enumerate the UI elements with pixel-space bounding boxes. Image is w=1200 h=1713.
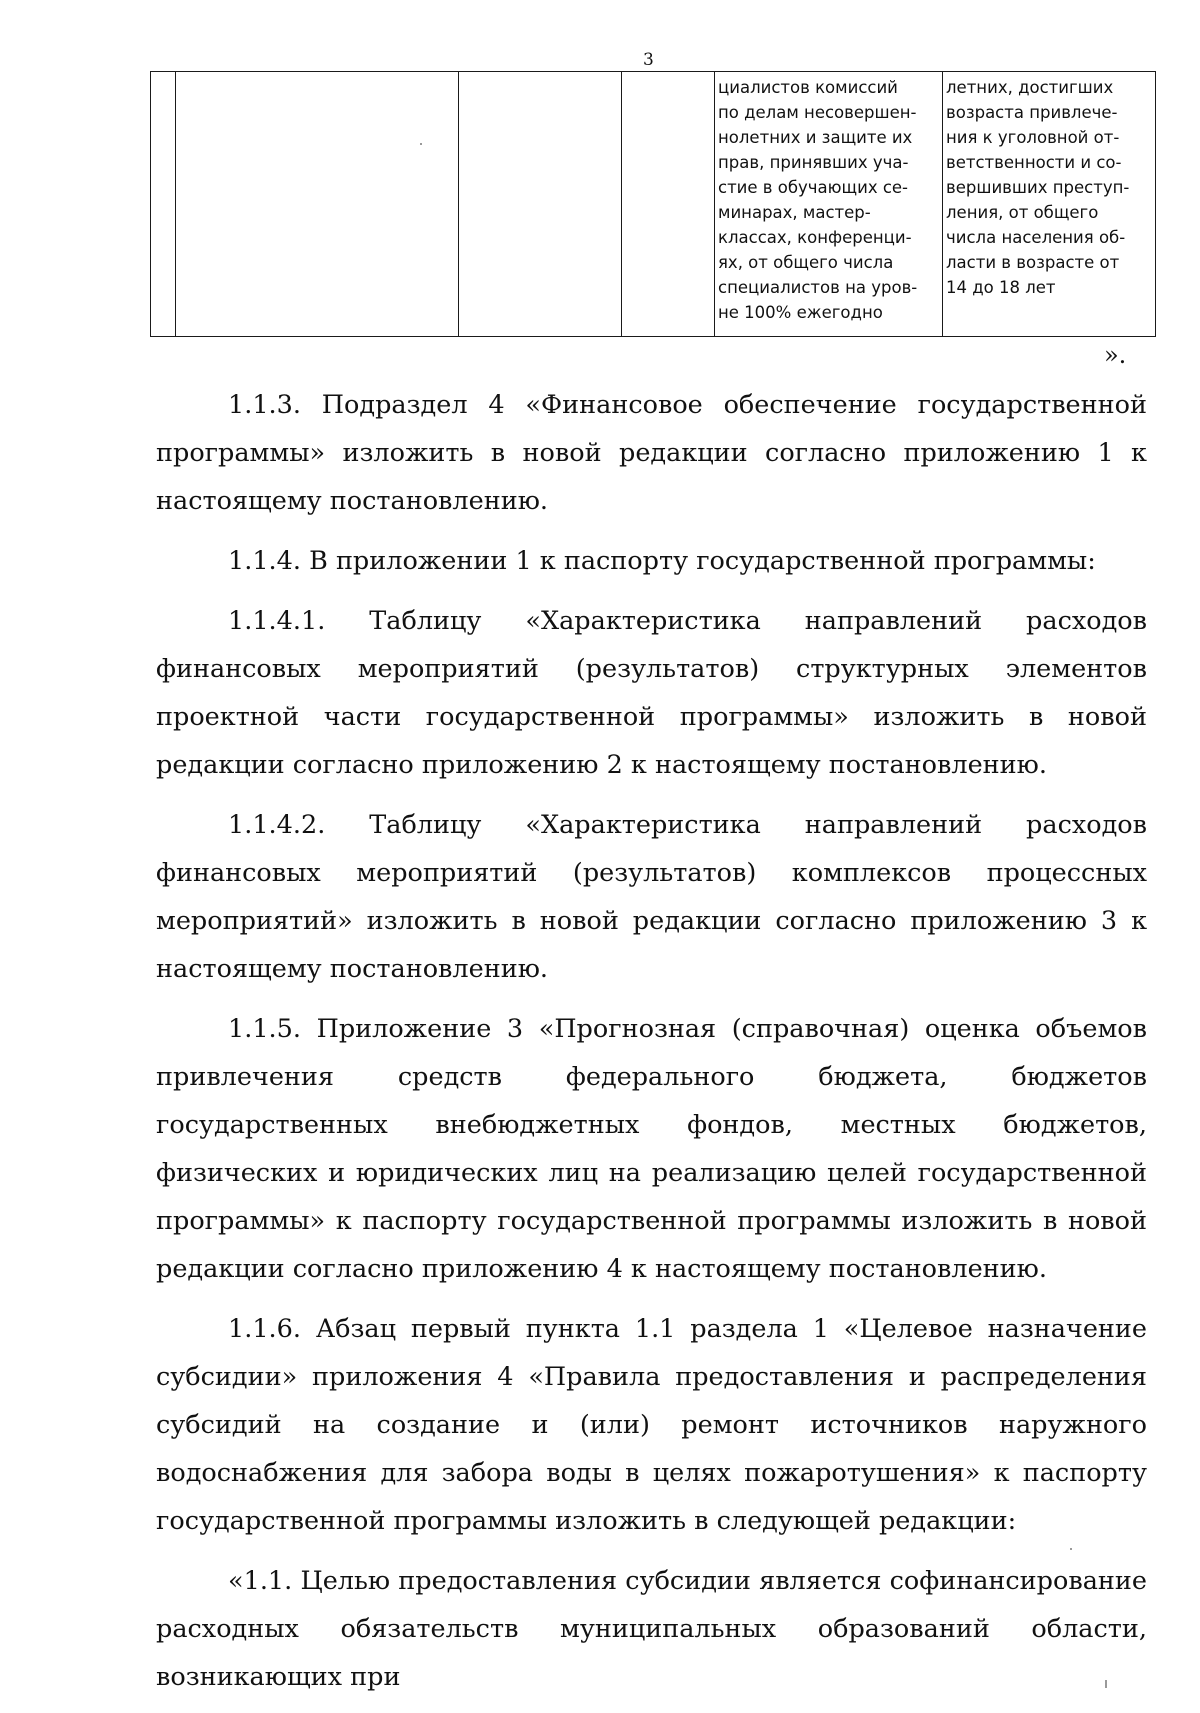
scan-speck: [1070, 1548, 1072, 1550]
table-cell-number: [151, 72, 176, 337]
scan-speck: [1105, 1680, 1107, 1688]
paragraph-1-1-4: 1.1.4. В приложении 1 к паспорту государственной программы:: [228, 546, 1096, 576]
indicators-table-fragment: [150, 71, 1156, 337]
indicator-text-2: летних, достигших возраста привлече- ния к уголовной от- ветственности и со- вершивших преступ- ления, от общего числа населения об- ласти в возрасте от 14 до 18 лет: [946, 78, 1130, 297]
document-body: [156, 381, 1147, 1713]
page-number: 3: [643, 50, 654, 70]
table-cell-indicator: [715, 72, 943, 337]
scan-speck: [420, 143, 422, 145]
paragraph-1-1-4-2: 1.1.4.2. Таблицу «Характеристика направлений расходов финансовых мероприятий (результатов) комплексов процессных мероприятий» изложить в новой редакции согласно приложению 3 к настоящему постановлению.: [156, 810, 1147, 984]
paragraph-1-1-3: 1.1.3. Подраздел 4 «Финансовое обеспечение государственной программы» изложить в новой редакции согласно приложению 1 к настоящему постановлению.: [156, 390, 1147, 516]
table-cell-indicator-2: [943, 72, 1156, 337]
table-cell-name: [176, 72, 459, 337]
paragraph-quote-1-1: «1.1. Целью предоставления субсидии является софинансирование расходных обязательств муниципальных образований области, возникающих при: [156, 1566, 1147, 1692]
table-row: [151, 72, 1156, 337]
paragraph-1-1-6: 1.1.6. Абзац первый пункта 1.1 раздела 1 «Целевое назначение субсидии» приложения 4 «Правила предоставления и распределения субсидий на создание и (или) ремонт источников наружного водоснабжения для забора воды в целях пожаротушения» к паспорту государственной программы изложить в следующей редакции:: [156, 1314, 1147, 1536]
table-closing-quote: ».: [1104, 341, 1127, 369]
paragraph-1-1-4-1: 1.1.4.1. Таблицу «Характеристика направлений расходов финансовых мероприятий (результатов) структурных элементов проектной части государственной программы» изложить в новой редакции согласно приложению 2 к настоящему постановлению.: [156, 606, 1147, 780]
table-cell-3: [459, 72, 622, 337]
indicator-text: циалистов комиссий по делам несовершен- нолетних и защите их прав, принявших уча- стие в обучающих се- минарах, мастер- классах, конференци- ях, от общего числа специалистов на уров- не 100% ежегодно: [718, 78, 918, 322]
table-cell-4: [622, 72, 715, 337]
paragraph-1-1-5: 1.1.5. Приложение 3 «Прогнозная (справочная) оценка объемов привлечения средств федерального бюджета, бюджетов государственных внебюджетных фондов, местных бюджетов, физических и юридических лиц на реализацию целей государственной программы» к паспорту государственной программы изложить в новой редакции согласно приложению 4 к настоящему постановлению.: [156, 1014, 1147, 1284]
